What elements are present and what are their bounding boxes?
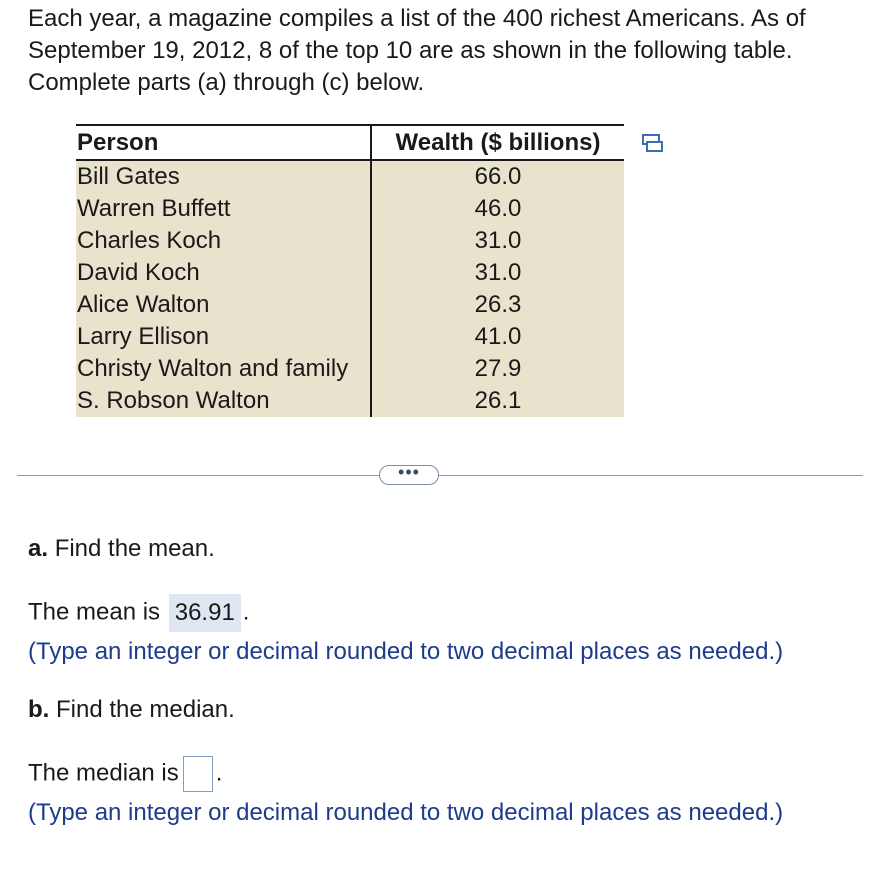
person-cell: Christy Walton and family — [76, 353, 371, 385]
copy-to-clipboard-icon[interactable] — [641, 133, 665, 155]
table-row — [76, 257, 624, 289]
wealth-cell: 31.0 — [474, 259, 522, 286]
wealth-cell: 46.0 — [474, 195, 522, 222]
part-a-answer-prefix: The mean is — [28, 598, 161, 626]
part-b-question — [28, 695, 235, 725]
table-row — [76, 193, 624, 225]
part-b-answer-line — [28, 756, 222, 792]
person-cell: David Koch — [76, 257, 371, 289]
data-table-container — [76, 124, 624, 417]
person-cell: Alice Walton — [76, 289, 371, 321]
wealth-cell: 31.0 — [474, 227, 522, 254]
wealth-cell: 26.1 — [474, 387, 522, 414]
person-cell: Warren Buffett — [76, 193, 371, 225]
part-a-answer-suffix: . — [242, 598, 250, 626]
column-header-wealth: Wealth ($ billions) — [371, 125, 624, 160]
person-cell: Larry Ellison — [76, 321, 371, 353]
table-row — [76, 289, 624, 321]
table-header-row — [76, 125, 624, 160]
median-input[interactable] — [183, 756, 213, 792]
wealth-cell: 41.0 — [474, 323, 522, 350]
person-cell: Bill Gates — [76, 160, 371, 193]
part-b-label: b. — [28, 696, 50, 723]
part-a-answer-line — [28, 594, 249, 632]
part-a-question — [28, 534, 215, 564]
part-b-hint: (Type an integer or decimal rounded to two decimal places as needed.) — [28, 799, 784, 826]
part-a-question-text: Find the mean. — [54, 535, 215, 562]
wealth-table — [76, 124, 624, 417]
table-row — [76, 160, 624, 193]
section-divider — [17, 475, 863, 476]
person-cell: S. Robson Walton — [76, 385, 371, 417]
problem-statement: Each year, a magazine compiles a list of the 400 richest Americans. As of September 19, 2012, 8 of the top 10 are as shown in the following table. Complete parts (a) through (c) below. — [28, 5, 806, 96]
wealth-cell: 27.9 — [474, 355, 522, 382]
table-row — [76, 385, 624, 417]
expand-more-button[interactable]: ••• — [379, 465, 439, 485]
part-b-answer-prefix: The median is — [28, 759, 179, 787]
wealth-cell: 66.0 — [474, 163, 522, 190]
part-a-hint: (Type an integer or decimal rounded to two decimal places as needed.) — [28, 638, 784, 665]
part-b-answer-suffix: . — [215, 759, 223, 787]
part-b-question-text: Find the median. — [56, 696, 235, 723]
mean-answer-box[interactable]: 36.91 — [169, 594, 241, 632]
table-row — [76, 321, 624, 353]
table-row — [76, 225, 624, 257]
wealth-cell: 26.3 — [474, 291, 522, 318]
person-cell: Charles Koch — [76, 225, 371, 257]
column-header-person: Person — [76, 125, 371, 160]
part-a-label: a. — [28, 535, 49, 562]
table-row — [76, 353, 624, 385]
